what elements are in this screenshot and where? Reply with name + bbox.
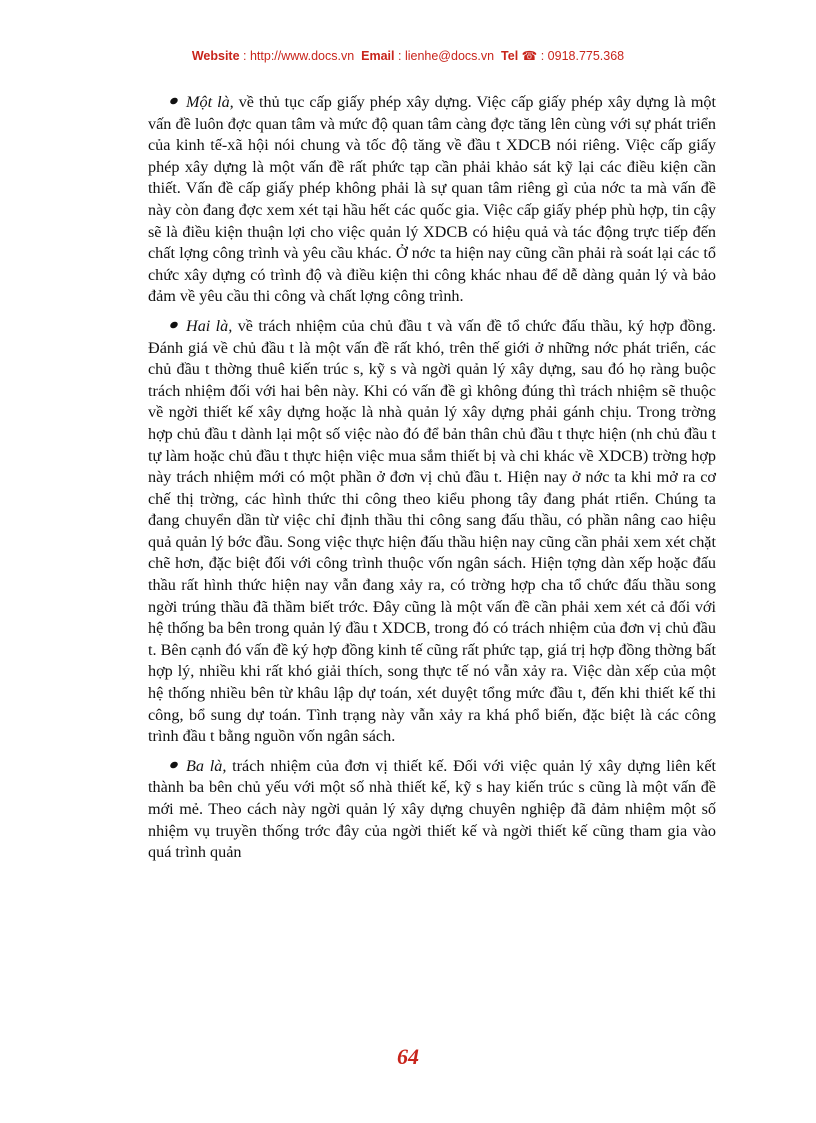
paragraph-mot-la (148, 92, 716, 308)
website-label: Website (191, 49, 240, 63)
paragraph-lead: Một là, (186, 93, 234, 111)
paragraph-ba-la (148, 756, 716, 864)
paragraph-text: về thủ tục cấp giấy phép xây dựng. Việc cấp giấy phép xây dựng là một vấn đề luôn đợc quan tâm và mức độ quan tâm càng đợc tăng lên cùng với sự phát triển của kinh tế-xã hội nói chung và tốc độ tăng về đầu t XDCB nói riêng. Việc cấp giấy phép xây dựng là một vấn đề rất phức tạp cần phải khảo sát kỹ lại các điều kiện cần thiết. Vấn đề cấp giấy phép không phải là sự quan tâm riêng gì của nớc ta mà vấn đề này còn đang đợc xem xét tại hầu hết các quốc gia. Việc cấp giấy phép phù hợp, tin cậy sẽ là điều kiện thuận lợi cho việc quản lý XDCB có hiệu quả và tác động trực tiếp đến chất lợng công trình và yêu cầu khác. Ở nớc ta hiện nay cũng cần phải rà soát lại các tổ chức xây dựng có trình độ và điều kiện thi công khác nhau để dễ dàng quản lý và bảo đảm về yêu cầu thi công và chất lợng công trình. (148, 93, 716, 306)
paragraph-text: về trách nhiệm của chủ đầu t và vấn đề tổ chức đấu thầu, ký hợp đồng. Đánh giá về chủ đầu t là một vấn đề rất khó, trên thế giới ở những nớc phát triển, các chủ đầu t thờng thuê kiến trúc s, kỹ s và ngời quản lý xây dựng, sau đó họ ràng buộc trách nhiệm đối với hai bên này. Khi có vấn đề gì không đúng thì trách nhiệm sẽ thuộc về ngời thiết kế xây dựng hoặc là nhà quản lý xây dựng phải gánh chịu. Trong trờng hợp chủ đầu t dành lại một số việc nào đó để bản thân chủ đầu t thực hiện (nh chủ đầu t tự làm hoặc chủ đầu t thực hiện việc mua sắm thiết bị và chi khác về XDCB) trờng hợp này trách nhiệm mới có một phần ở đơn vị chủ đầu t. Hiện nay ở nớc ta khi mở ra cơ chế thị trờng, các hình thức thi công theo kiểu phong tây đang phát rtiển. Chúng ta đang chuyển dần từ việc chỉ định thầu thi công sang đấu thầu, có phần nâng cao hiệu quả quản lý bớc đầu. Song việc thực hiện đấu thầu hiện nay cũng cần phải xem xét chặt chẽ hơn, đặc biệt đối với công trình thuộc vốn ngân sách. Hiện tợng dàn xếp hoặc đấu thầu rất hình thức hiện nay vẫn đang xảy ra, có trờng hợp cha tổ chức đấu thầu song ngời trúng thầu đã thầm biết trớc. Đây cũng là một vấn đề cần phải xem xét cả đối với hệ thống ba bên trong quản lý đầu t XDCB, trong đó có trách nhiệm của đơn vị chủ đầu t. Bên cạnh đó vấn đề ký hợp đồng kinh tế cũng rất phức tạp, giá trị hợp đồng thờng bất hợp lý, nhiều khi rất khó giải thích, song thực tế nó vẫn xảy ra. Việc dàn xếp của một hệ thống nhiều bên từ khâu lập dự toán, xét duyệt tổng mức đầu t, đến khi thiết kế thi công, bổ sung dự toán. Tình trạng này vẫn xảy ra khá phổ biến, đặc biệt là các công trình đầu t bằng nguồn vốn ngân sách. (148, 316, 717, 746)
website-url[interactable]: : http://www.docs.vn (243, 49, 355, 63)
bullet-icon (169, 760, 179, 769)
bullet-icon (169, 96, 179, 105)
paragraph-hai-la (148, 316, 716, 748)
tel-label: Tel (501, 49, 519, 63)
paragraph-text: trách nhiệm của đơn vị thiết kế. Đối với việc quản lý xây dựng liên kết thành ba bên chủ yếu với một số nhà thiết kế, kỹ s hay kiến trúc s cũng là một vấn đề mới mẻ. Theo cách này ngời quản lý xây dựng chuyên nghiệp đã đảm nhiệm một số nhiệm vụ truyền thống trớc đây của ngời thiết kế và ngời thiết kế cũng tham gia vào quá trình quản (148, 756, 716, 862)
phone-icon: ☎ (521, 49, 538, 63)
page-number: 64 (397, 1044, 419, 1069)
bullet-icon (169, 320, 179, 329)
email-address[interactable]: : lienhe@docs.vn (398, 49, 495, 63)
page-header (0, 48, 816, 63)
document-body (148, 92, 716, 872)
email-label: Email (361, 49, 395, 63)
tel-number: : 0918.775.368 (540, 49, 625, 63)
paragraph-lead: Ba là, (186, 756, 227, 775)
paragraph-lead: Hai là, (186, 316, 233, 335)
